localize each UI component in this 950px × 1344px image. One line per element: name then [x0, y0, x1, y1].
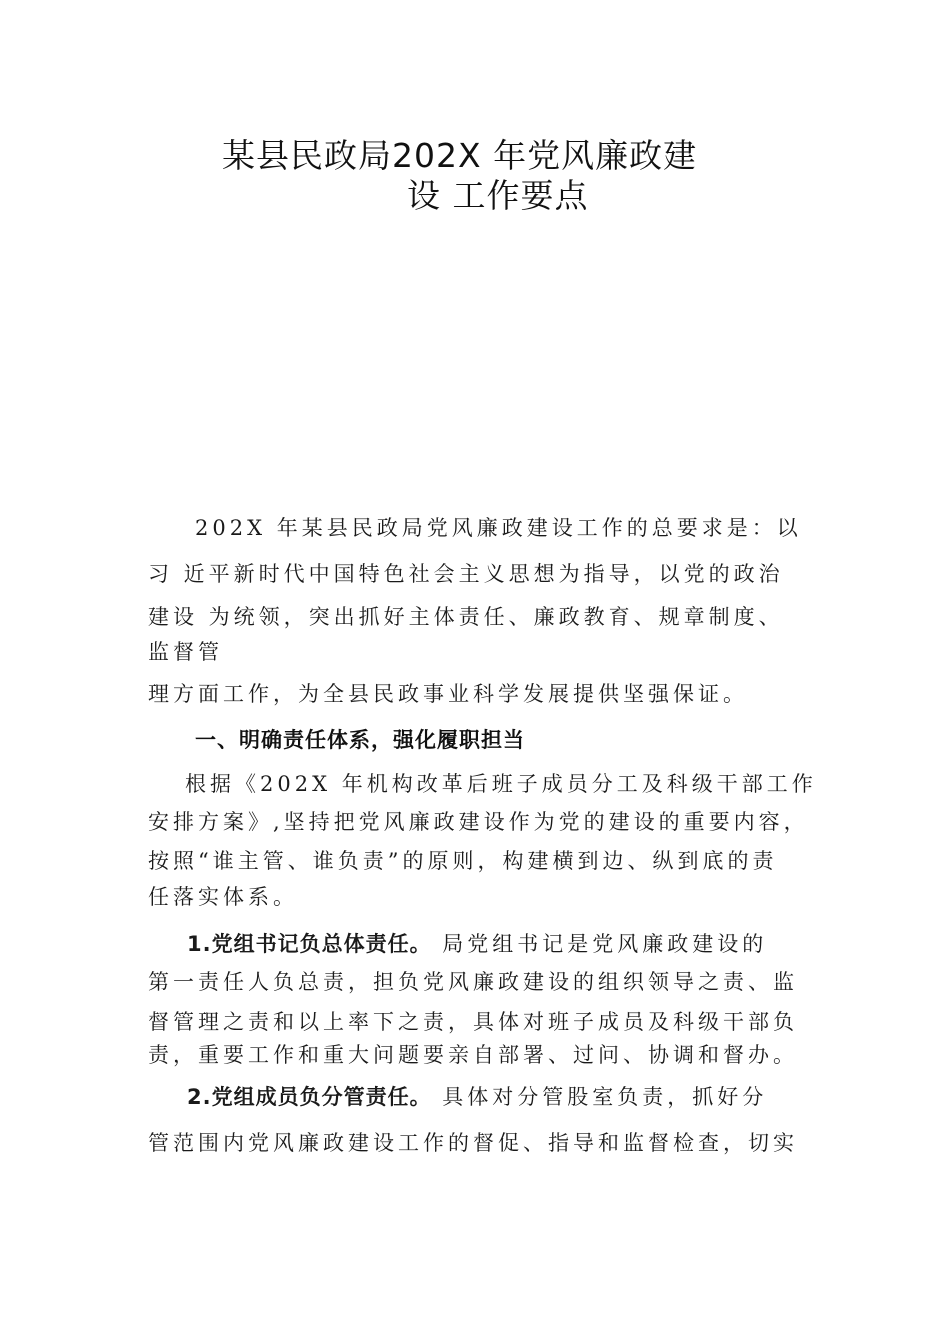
item-1-lead: 1.党组书记负总体责任。 — [187, 932, 432, 956]
intro-line: 习 近平新时代中国特色社会主义思想为指导，以党的政治 — [148, 562, 784, 586]
item-2-line: 管范围内党风廉政建设工作的督促、指导和监督检查，切实 — [148, 1131, 798, 1155]
intro-line: 监督管 — [148, 640, 223, 664]
section-heading: 一、明确责任体系，强化履职担当 — [195, 728, 525, 752]
item-1-text: 局党组书记是党风廉政建设的 — [431, 932, 768, 956]
intro-line: 理方面工作，为全县民政事业科学发展提供坚强保证。 — [148, 682, 748, 706]
section-body-line: 任落实体系。 — [148, 885, 298, 909]
item-1-first-line — [187, 929, 767, 959]
section-body-line: 安排方案》,坚持把党风廉政建设作为党的建设的重要内容， — [148, 810, 809, 834]
item-2-lead: 2.党组成员负分管责任。 — [187, 1085, 432, 1109]
section-body-line: 根据《202X 年机构改革后班子成员分工及科级干部工作 — [185, 772, 817, 796]
intro-line: 建设 为统领，突出抓好主体责任、廉政教育、规章制度、 — [148, 605, 784, 629]
item-2-first-line — [187, 1082, 767, 1112]
section-body-line: 按照“谁主管、谁负责”的原则，构建横到边、纵到底的责 — [148, 849, 778, 873]
item-2-text: 具体对分管股室负责，抓好分 — [431, 1085, 768, 1109]
document-title-line-1: 某县民政局202X 年党风廉政建 — [222, 136, 698, 175]
document-title-line-2: 设 工作要点 — [407, 176, 589, 215]
item-1-line: 第一责任人负总责，担负党风廉政建设的组织领导之责、监 — [148, 970, 798, 994]
item-1-line: 督管理之责和以上率下之责，具体对班子成员及科级干部负 — [148, 1010, 798, 1034]
item-1-line: 责，重要工作和重大问题要亲自部署、过问、协调和督办。 — [148, 1043, 798, 1067]
intro-line: 202X 年某县民政局党风廉政建设工作的总要求是：以 — [195, 516, 802, 540]
